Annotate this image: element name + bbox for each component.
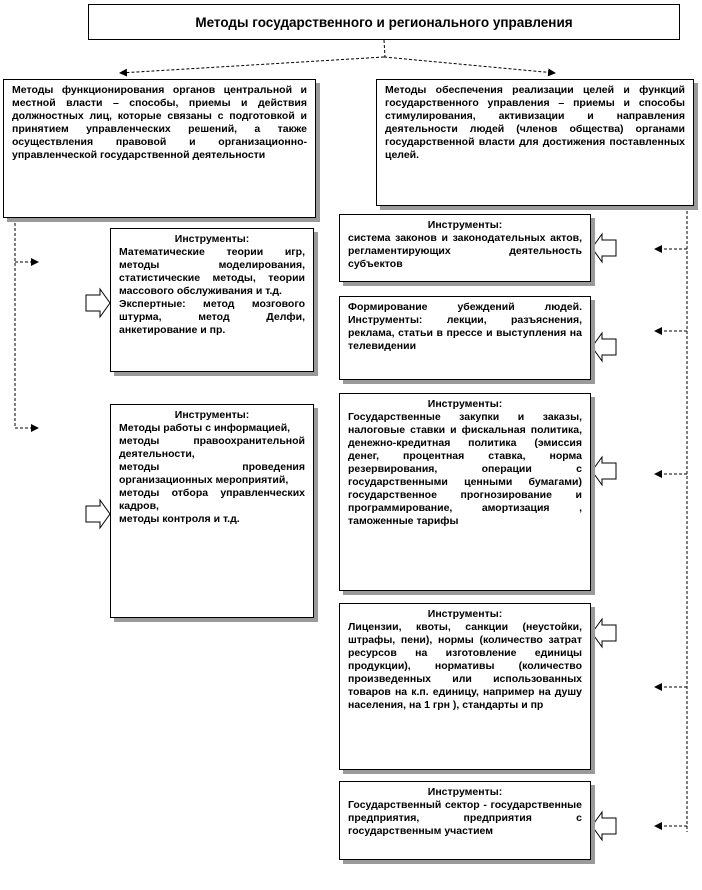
right-tools-box-4-text: Лицензии, квоты, санкции (неустойки, штрафы, пени), нормы (количество затрат ресурсов на изготовление единицы продукции), нормативы (количество произведенных или использованных товаров на к.п. единицу, например на душу населения, на 1 грн ), стандарты и пр xyxy=(348,621,582,711)
left-tools-box-2-line-5: методы контроля и т.д. xyxy=(119,513,240,525)
hollow-arrow-left-1 xyxy=(86,289,110,317)
right-tools-box-1 xyxy=(339,214,591,282)
right-tools-box-5-heading: Инструменты: xyxy=(427,786,503,798)
right-tools-box-4 xyxy=(339,603,591,770)
left-tools-box-1-heading: Инструменты: xyxy=(174,233,250,245)
left-tools-box-2-line-3: методы проведения организационных мероприятий, xyxy=(119,461,305,486)
right-tools-box-5 xyxy=(339,781,591,860)
arrow-to-left-main xyxy=(120,57,384,73)
right-tools-box-1-text: система законов и законодательных актов, регламентирующих деятельность субъектов xyxy=(348,232,582,270)
right-tools-box-3-heading: Инструменты: xyxy=(427,398,503,410)
right-tools-box-2-text: Формирование убеждений людей. Инструменты: лекции, разъяснения, реклама, статьи в прессе и выступления на телевидении xyxy=(348,301,582,352)
left-main-box xyxy=(3,79,316,218)
left-tools-box-2-line-2: методы правоохранительной деятельности, xyxy=(119,435,305,460)
title-stem xyxy=(384,40,385,57)
left-tools-box-2 xyxy=(110,404,314,618)
right-tools-box-2 xyxy=(339,296,591,380)
arrow-to-right-main xyxy=(384,57,555,73)
right-tools-box-5-text: Государственный сектор - государственные предприятия, предприятия с государственным участием xyxy=(348,799,582,837)
hollow-arrow-right-4 xyxy=(592,619,616,647)
hollow-arrow-right-3 xyxy=(592,457,616,485)
hollow-arrow-right-2 xyxy=(592,333,616,361)
left-tools-box-1 xyxy=(110,228,314,372)
hollow-arrow-right-1 xyxy=(592,234,616,262)
right-main-text: Методы обеспечения реализации целей и функций государственного управления – приемы и способы стимулирования, активизации и направления деятельности людей (членов общества) органами государственной власти для достижения поставленных целей. xyxy=(385,84,685,161)
left-main-text: Методы функционирования органов центральной и местной власти – способы, приемы и действия должностных лиц, которые связаны с подготовкой и принятием управленческих решений, а также осуществления правовой и организационно-управленческой государственной деятельности xyxy=(12,84,307,161)
left-tools-box-2-line-4: методы отбора управленческих кадров, xyxy=(119,487,305,512)
hollow-arrow-left-2 xyxy=(86,500,110,528)
right-tools-box-1-heading: Инструменты: xyxy=(427,219,503,231)
right-main-box xyxy=(376,79,694,206)
left-tools-box-2-line-1: Методы работы с информацией, xyxy=(119,422,291,434)
right-tools-box-4-heading: Инструменты: xyxy=(427,608,503,620)
hollow-arrow-right-5 xyxy=(592,812,616,840)
right-tools-box-3-text: Государственные закупки и заказы, налоговые ставки и фискальная политика, денежно-кредитная политика (эмиссия денег, процентная ставка, норма резервирования, операции с государственными ценными бумагами) государственное прогнозирование и программирование, амортизация , таможенные тарифы xyxy=(348,411,582,527)
right-tools-box-3 xyxy=(339,393,591,591)
left-tools-box-1-line-2: Экспертные: метод мозгового штурма, метод Делфи, анкетирование и пр. xyxy=(119,298,305,336)
diagram-title-text: Методы государственного и регионального управления xyxy=(195,14,573,30)
left-tools-box-2-heading: Инструменты: xyxy=(174,409,250,421)
left-tools-box-1-line-1: Математические теории игр, методы моделирования, статистические методы, теории массового обслуживания и т.д. xyxy=(119,246,305,297)
diagram-title xyxy=(88,4,680,40)
